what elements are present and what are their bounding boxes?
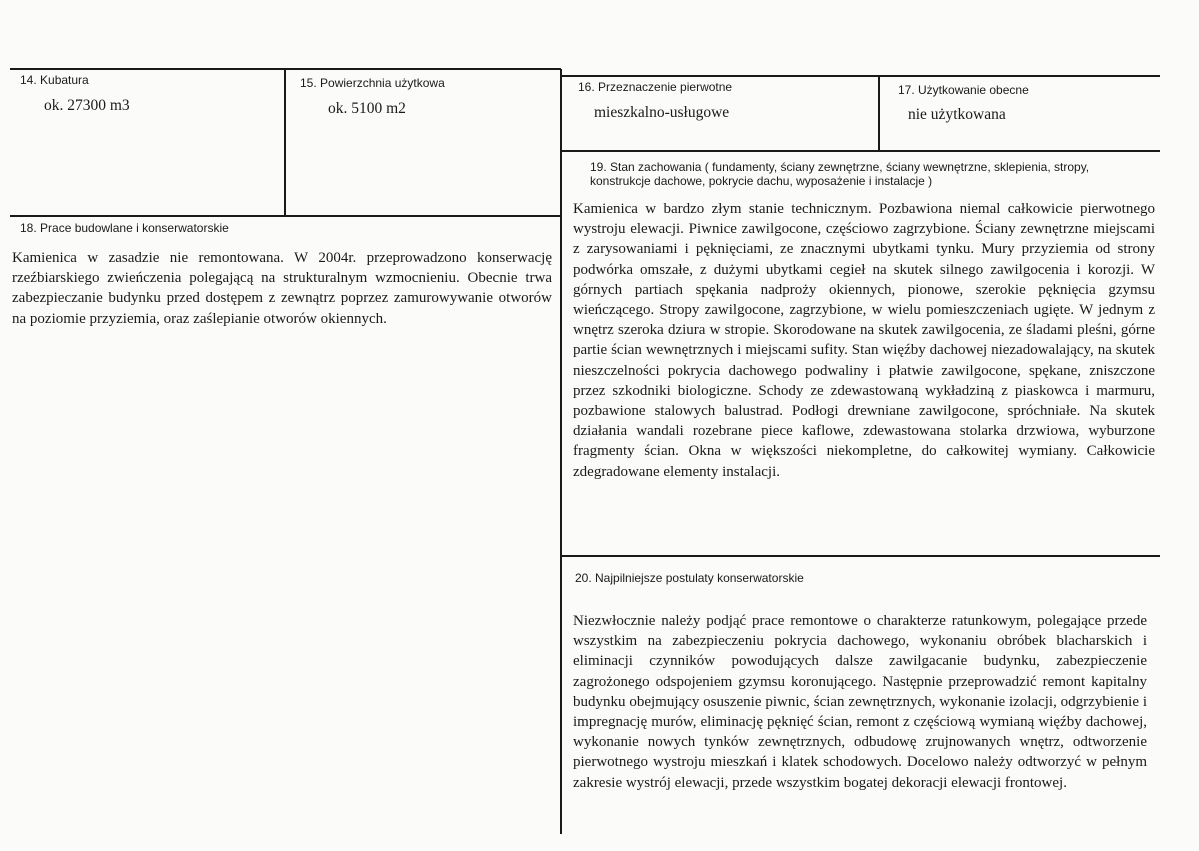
line-above-18: [10, 215, 561, 217]
field-20-text: Niezwłocznie należy podjąć prace remontowe o charakterze ratunkowym, polegające przede wszystkim na zabezpieczeniu pokrycia dachowego, wykonaniu obróbek blacharskich i eliminacji czynników powodujących dalsze zawilgacanie budynku, zabezpieczenie zagrożonego odspojeniem gzymsu koronującego. Następnie przeprowadzić remont kapitalny budynku obejmujący osuszenie piwnic, ścian zewnętrznych, wykonanie izolacji, odgrzybienie i impregnację murów, eliminację pęknięć ścian, remont z częściową wymianą więźby dachowej, wykonanie nowych tynków zewnętrznych, odbudowę zrujnowanych wnętrz, odtworzenie pierwotnego wystroju mieszkań i klatek schodowych. Docelowo należy odtworzyć w pełnym zakresie wystrój elewacji, przede wszystkim bogatej dekoracji elewacji frontowej.: [573, 613, 1147, 791]
field-14-label: 14. Kubatura: [20, 73, 89, 87]
top-border-right: [561, 75, 1160, 77]
line-under-16-17: [561, 150, 1160, 152]
field-15-label: 15. Powierzchnia użytkowa: [300, 76, 445, 90]
divider-16-17: [878, 76, 880, 151]
field-17-value: nie użytkowana: [908, 106, 1006, 123]
line-above-20: [561, 555, 1160, 557]
field-19-label: 19. Stan zachowania ( fundamenty, ściany zewnętrzne, ściany wewnętrzne, sklepienia, stropy, konstrukcje dachowe, pokrycie dachu, wyposażenie i instalacje ): [590, 160, 1090, 188]
field-19-text: Kamienica w bardzo złym stanie technicznym. Pozbawiona niemal całkowicie pierwotnego wystroju elewacji. Piwnice zawilgocone, częściowo zagrzybione. Ściany zewnętrzne miejscami z zarysowaniami i pęknięciami, ze znacznymi ubytkami tynku. Mury przyziemia od strony podwórka omszałe, z dużymi ubytkami cegieł na skutek silnego zawilgocenia i korozji. W górnych partiach spękania nadproży okiennych, pionowe, szerokie pęknięcia gzymsu wieńczącego. Stropy zawilgocone, zagrzybione, w wielu pomieszczeniach ugięte. W jednym z wnętrz szeroka dziura w stropie. Skorodowane na skutek zawilgocenia, ze śladami pleśni, górne partie ścian wewnętrznych i miejscami sufity. Stan więźby dachowej niezadowalający, na skutek nieszczelności pokrycia dachowego podwaliny i płatwie zawilgocone, spękane, zniszczone przez szkodniki biologiczne. Schody ze zdewastowaną wykładziną z piaskowca i marmuru, pozbawione stalowych balustrad. Podłogi drewniane zawilgocone, spróchniałe. Na skutek działania wandali rozebrane piece kaflowe, zdewastowana stolarka drzwiowa, wyburzone fragmenty ścian. Okna w większości niekompletne, do całkowitej wymiany. Całkowicie zdegradowane elementy instalacji.: [573, 201, 1155, 480]
divider-14-15: [284, 69, 286, 215]
field-15-value: ok. 5100 m2: [328, 100, 406, 117]
field-16-label: 16. Przeznaczenie pierwotne: [578, 80, 733, 94]
field-18-text: Kamienica w zasadzie nie remontowana. W 2004r. przeprowadzono konserwację rzeźbiarskiego zwieńczenia polegającą na strukturalnym wzmocnieniu. Obecnie trwa zabezpieczanie budynku przed dostępem z zewnątrz poprzez zamurowywanie otworów na poziomie przyziemia, oraz zaślepianie otworów okiennych.: [12, 250, 552, 327]
field-14-value: ok. 27300 m3: [44, 97, 130, 114]
field-16-value: mieszkalno-usługowe: [594, 104, 730, 121]
field-18-label: 18. Prace budowlane i konserwatorskie: [20, 221, 229, 235]
field-17-label: 17. Użytkowanie obecne: [898, 83, 1029, 97]
field-20-label: 20. Najpilniejsze postulaty konserwatorskie: [575, 571, 804, 585]
center-divider: [560, 69, 562, 834]
